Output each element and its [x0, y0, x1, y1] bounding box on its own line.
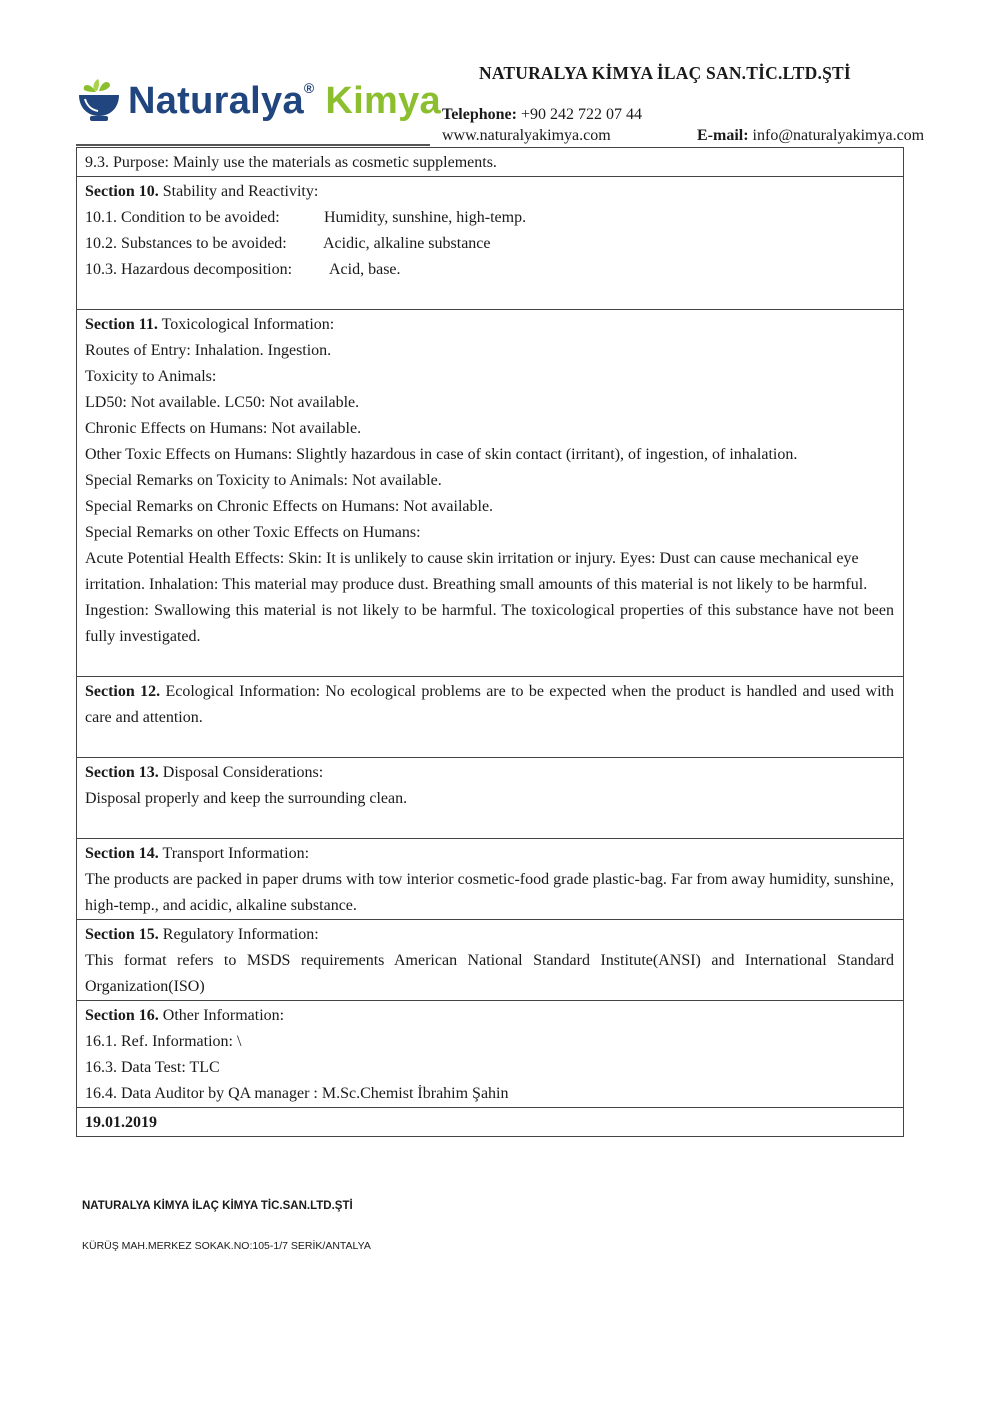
toxicity-to-animals: Toxicity to Animals: — [85, 368, 217, 385]
section-13-header — [85, 760, 894, 786]
ref-information: 16.1. Ref. Information: \ — [85, 1033, 242, 1050]
section-9-cell — [77, 148, 903, 177]
section-11-heading: Toxicological Information: — [161, 316, 335, 333]
website-link[interactable]: www.naturalyakimya.com — [442, 127, 611, 144]
logo-word-naturalya: Naturalya — [128, 80, 304, 122]
substances-value: Acidic, alkaline substance — [323, 235, 491, 252]
decomposition-value: Acid, base. — [329, 261, 401, 278]
remarks-other-toxic: Special Remarks on other Toxic Effects on Humans: — [85, 524, 421, 541]
email-line — [697, 127, 924, 145]
decomposition-label: 10.3. Hazardous decomposition: — [85, 261, 293, 278]
substances-line — [85, 231, 894, 257]
telephone-line — [442, 106, 642, 124]
section-12-text: Ecological Information: No ecological problems are to be expected when the product is handled and used with care and attention. — [85, 683, 895, 726]
section-15-title: Section 15. — [85, 926, 159, 943]
section-11-title: Section 11. — [85, 316, 158, 333]
inhalation-effects: irritation. Inhalation: This material may produce dust. Breathing small amounts of this material is not likely to be harmful. — [85, 576, 868, 593]
company-logo — [76, 72, 441, 132]
section-16-heading: Other Information: — [162, 1007, 285, 1024]
section-14-header — [85, 841, 894, 867]
section-12-paragraph — [85, 679, 894, 731]
condition-line — [85, 205, 894, 231]
section-12-title: Section 12. — [85, 683, 161, 700]
section-14-title: Section 14. — [85, 845, 159, 862]
section-15-cell — [77, 920, 903, 1001]
document-date: 19.01.2019 — [85, 1114, 157, 1131]
email-address[interactable]: info@naturalyakimya.com — [752, 127, 925, 144]
acute-health-effects: Acute Potential Health Effects: Skin: It is unlikely to cause skin irritation or injury. Eyes: Dust can cause mechanical eye — [85, 550, 859, 567]
footer-address: KÜRÜŞ MAH.MERKEZ SOKAK.NO:105-1/7 SERİK/ANTALYA — [82, 1240, 371, 1252]
registered-mark: ® — [303, 80, 315, 96]
footer-company: NATURALYA KİMYA İLAÇ KİMYA TİC.SAN.LTD.ŞTİ — [82, 1200, 353, 1212]
remarks-chronic-effects: Special Remarks on Chronic Effects on Humans: Not available. — [85, 498, 494, 515]
ingestion-effects: Ingestion: Swallowing this material is not likely to be harmful. The toxicological properties of this substance have not been fully investigated. — [85, 602, 894, 645]
data-auditor: 16.4. Data Auditor by QA manager : M.Sc.Chemist İbrahim Şahin — [85, 1085, 509, 1102]
section-13-text: Disposal properly and keep the surrounding clean. — [85, 790, 408, 807]
section-14-heading: Transport Information: — [162, 845, 310, 862]
section-13-title: Section 13. — [85, 764, 159, 781]
mortar-leaf-icon — [76, 78, 122, 124]
section-10-header — [85, 179, 894, 205]
section-12-cell — [77, 677, 903, 758]
data-test: 16.3. Data Test: TLC — [85, 1059, 220, 1076]
ld50-lc50: LD50: Not available. LC50: Not available. — [85, 394, 360, 411]
section-16-cell — [77, 1001, 903, 1108]
section-16-header — [85, 1003, 894, 1029]
company-name: NATURALYA KİMYA İLAÇ SAN.TİC.LTD.ŞTİ — [479, 63, 851, 83]
section-14-text: The products are packed in paper drums with tow interior cosmetic-food grade plastic-bag. Far from away humidity, sunshine, high-temp., and acidic, alkaline substance. — [85, 871, 894, 914]
condition-label: 10.1. Condition to be avoided: — [85, 209, 280, 226]
section-14-cell — [77, 839, 903, 920]
condition-value: Humidity, sunshine, high-temp. — [324, 209, 527, 226]
email-label: E-mail: — [697, 127, 749, 144]
telephone-label: Telephone: — [442, 106, 517, 123]
decomposition-line — [85, 257, 894, 283]
section-15-text: This format refers to MSDS requirements American National Standard Institute(ANSI) and International Standard Organization(ISO) — [85, 952, 894, 995]
remarks-toxicity-animals: Special Remarks on Toxicity to Animals: Not available. — [85, 472, 442, 489]
section-10-cell — [77, 177, 903, 310]
telephone-number: +90 242 722 07 44 — [520, 106, 643, 123]
chronic-effects: Chronic Effects on Humans: Not available. — [85, 420, 362, 437]
section-10-heading: Stability and Reactivity: — [162, 183, 319, 200]
section-11-cell — [77, 310, 903, 677]
section-13-heading: Disposal Considerations: — [162, 764, 324, 781]
logo-word-kimya: Kimya — [325, 80, 441, 122]
section-16-title: Section 16. — [85, 1007, 159, 1024]
date-cell — [77, 1108, 903, 1137]
msds-table — [76, 147, 904, 1137]
section-10-title: Section 10. — [85, 183, 159, 200]
other-toxic-effects: Other Toxic Effects on Humans: Slightly hazardous in case of skin contact (irritant), of ingestion, of inhalation. — [85, 446, 798, 463]
substances-label: 10.2. Substances to be avoided: — [85, 235, 287, 252]
routes-of-entry: Routes of Entry: Inhalation. Ingestion. — [85, 342, 332, 359]
section-15-heading: Regulatory Information: — [162, 926, 319, 943]
header-divider — [76, 144, 430, 146]
section-11-header — [85, 312, 894, 338]
section-13-cell — [77, 758, 903, 839]
section-15-header — [85, 922, 894, 948]
purpose-line: 9.3. Purpose: Mainly use the materials as cosmetic supplements. — [85, 154, 497, 171]
